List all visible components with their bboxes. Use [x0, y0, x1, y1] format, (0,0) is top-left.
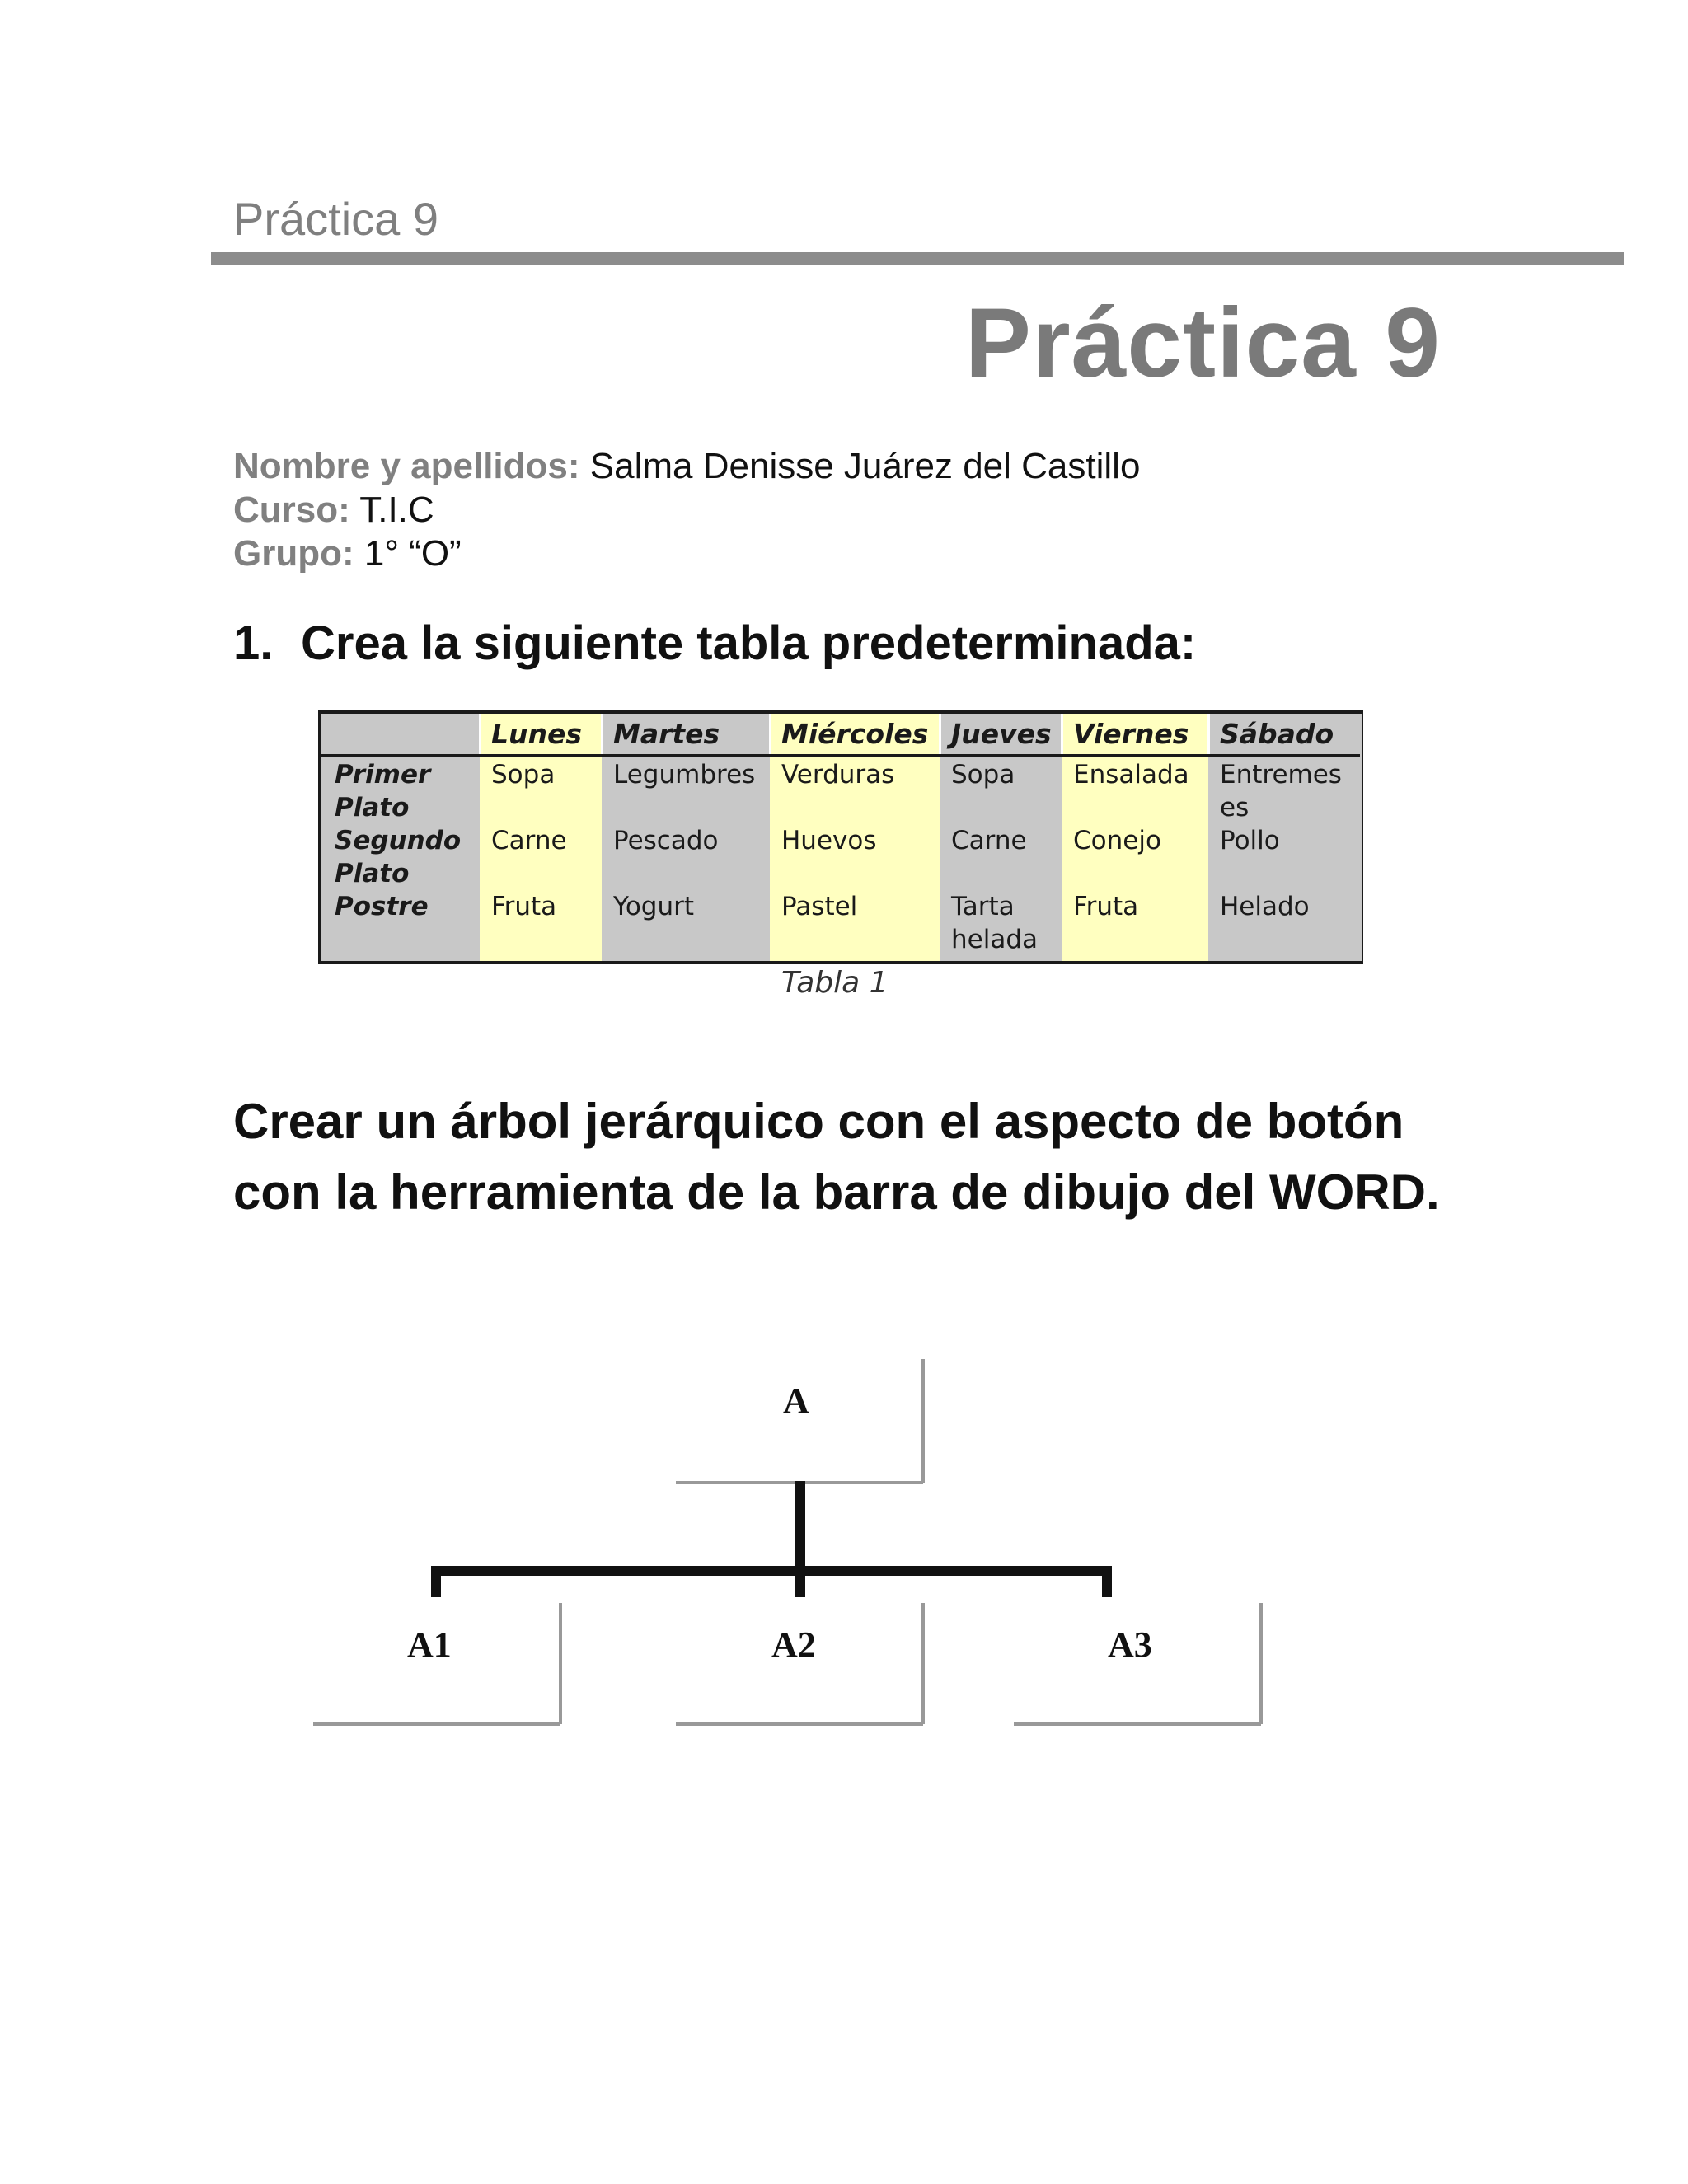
row-header	[335, 890, 429, 923]
table-header: Sábado	[1220, 718, 1334, 750]
row-header-line: Segundo	[335, 826, 462, 855]
header-separator	[479, 714, 481, 754]
header-rule	[211, 252, 1624, 265]
curso-label: Curso:	[233, 490, 350, 530]
header-separator	[1061, 714, 1063, 754]
tree-drop-line	[1102, 1566, 1112, 1597]
table-cell: Pollo	[1220, 826, 1280, 855]
table-cell: Fruta	[491, 892, 557, 921]
table-header: Martes	[613, 718, 720, 750]
table-caption: Tabla 1	[781, 966, 889, 1000]
header-text: Práctica 9	[233, 193, 438, 245]
section1-heading: Crea la siguiente tabla predeterminada:	[301, 616, 1197, 670]
row-header-line: Plato	[335, 793, 410, 823]
tree-drop-line	[431, 1566, 441, 1597]
table-cell-line: Tarta	[951, 892, 1015, 921]
tree-node-child-label: A3	[1108, 1624, 1152, 1665]
table-cell: Pescado	[613, 826, 719, 855]
table-header-line	[321, 754, 1360, 757]
table-header: Jueves	[951, 718, 1052, 750]
table-cell-line: es	[1220, 793, 1250, 823]
table-cell: Conejo	[1073, 826, 1161, 855]
row-header-line: Plato	[335, 859, 410, 888]
section2-paragraph: Crear un árbol jerárquico con el aspecto de botón con la herramienta de la barra de dibujo del WORD.	[233, 1094, 1440, 1220]
page-title: Práctica 9	[964, 288, 1441, 398]
header-separator	[939, 714, 941, 754]
table-cell: Huevos	[781, 826, 877, 855]
table-cell-line: Entremes	[1220, 760, 1342, 790]
table-cell: Carne	[491, 826, 567, 855]
table-header: Lunes	[491, 718, 583, 750]
section1-number: 1.	[233, 616, 274, 670]
tree-node-child-label: A1	[407, 1624, 452, 1665]
table-cell: Carne	[951, 826, 1027, 855]
row-header	[335, 758, 430, 824]
table-cell-line: helada	[951, 925, 1039, 954]
menu-table	[318, 710, 1363, 964]
table-cell: Ensalada	[1073, 760, 1189, 790]
header-separator	[769, 714, 771, 754]
info-curso	[233, 492, 434, 528]
row-header-line: Postre	[335, 892, 429, 921]
info-nombre	[233, 448, 1140, 485]
table-cell: Pastel	[781, 892, 858, 921]
nombre-value: Salma Denisse Juárez del Castillo	[589, 446, 1141, 486]
row-header-line: Primer	[335, 760, 431, 790]
header-separator	[1207, 714, 1210, 754]
table-header: Viernes	[1073, 718, 1189, 750]
table-header: Miércoles	[781, 718, 929, 750]
info-grupo	[233, 533, 462, 574]
row-header	[335, 824, 461, 890]
table-cell: Verduras	[781, 760, 895, 790]
table-cell: Fruta	[1073, 892, 1139, 921]
tree-node-child-label: A2	[771, 1624, 816, 1665]
table-cell: Sopa	[951, 760, 1015, 790]
table-cell: Sopa	[491, 760, 556, 790]
table-cell: Helado	[1220, 892, 1310, 921]
table-cell: Yogurt	[613, 892, 695, 921]
table-cell	[1220, 758, 1342, 824]
table-cell: Legumbres	[613, 760, 756, 790]
tree-node-root	[676, 1359, 923, 1483]
grupo-value: 1° “O”	[363, 533, 462, 574]
tree-node-root-label: A	[783, 1380, 809, 1421]
grupo-label: Grupo:	[233, 533, 354, 574]
tree-branch-line	[431, 1566, 1112, 1576]
tree-drop-line	[795, 1566, 805, 1597]
nombre-label: Nombre y apellidos:	[233, 446, 580, 486]
curso-value: T.I.C	[359, 490, 434, 530]
table-cell	[951, 890, 1038, 956]
header-separator	[601, 714, 603, 754]
